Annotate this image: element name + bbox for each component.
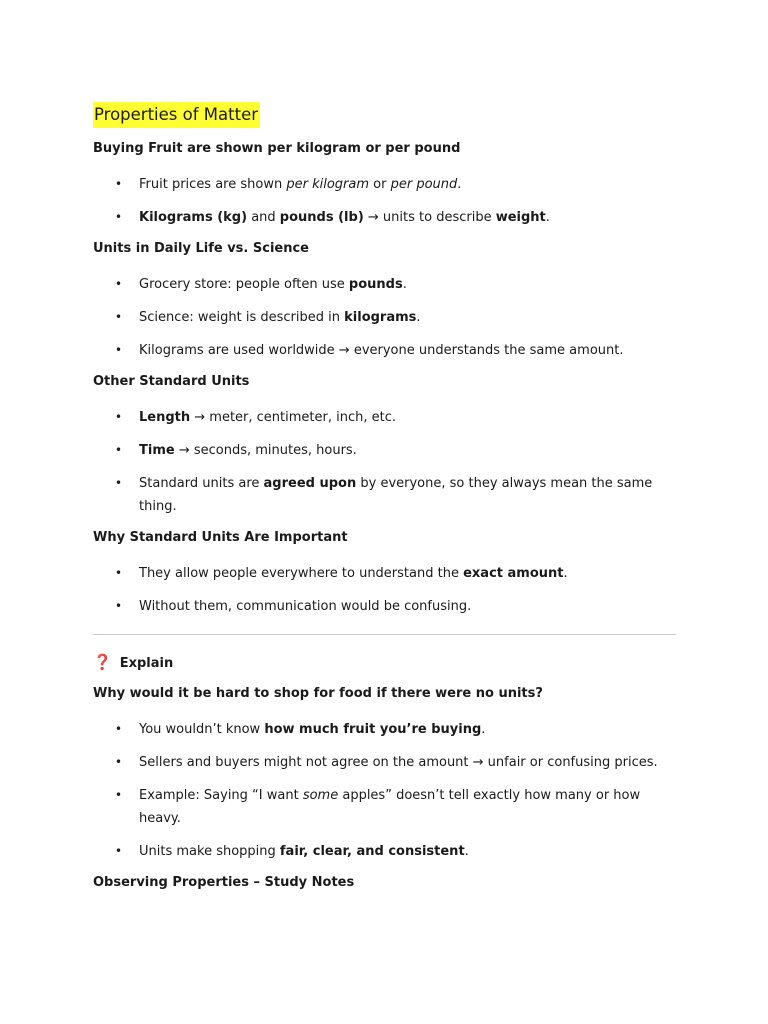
text-span: or (369, 177, 391, 192)
explain-question: Why would it be hard to shop for food if there were no units? (93, 686, 543, 701)
list-item (93, 595, 676, 618)
text-span: Grocery store: people often use (139, 277, 349, 292)
bold-text: fair, clear, and consistent (279, 844, 465, 859)
text-span: Science: weight is described in (139, 310, 345, 325)
bold-text: kilograms (344, 310, 417, 325)
text-span: . (563, 566, 568, 581)
bold-text: agreed upon (263, 476, 357, 491)
list-item (93, 306, 676, 329)
bullet-list (93, 406, 676, 518)
text-span: → seconds, minutes, hours. (174, 443, 357, 458)
text-span: apples” doesn’t tell exactly how many or how heavy. (139, 788, 641, 826)
section-heading: Buying Fruit are shown per kilogram or per pound (93, 141, 461, 156)
bullet-list (93, 173, 676, 229)
text-span: Standard units are (139, 476, 264, 491)
list-item (93, 562, 676, 585)
list-item (93, 273, 676, 296)
text-span: Fruit prices are shown (139, 177, 287, 192)
text-span: Kilograms are used worldwide → everyone understands the same amount. (139, 343, 624, 358)
bold-text: Length (139, 410, 191, 425)
bold-text: pounds (348, 277, 403, 292)
list-item (93, 339, 676, 362)
explain-heading (93, 653, 676, 671)
italic-text: per kilogram (286, 177, 370, 192)
bullet-list (93, 273, 676, 362)
question-mark-icon: ❓ (93, 653, 112, 671)
bold-text: Time (139, 443, 175, 458)
list-item (93, 406, 676, 429)
text-span: Without them, communication would be confusing. (139, 599, 472, 614)
text-span: Sellers and buyers might not agree on the amount → unfair or confusing prices. (139, 755, 658, 770)
text-span: . (545, 210, 550, 225)
explain-label: Explain (119, 656, 174, 671)
text-span: → units to describe (363, 210, 496, 225)
list-item (93, 784, 676, 830)
list-item (93, 472, 676, 518)
text-span: . (457, 177, 462, 192)
bold-text: how much fruit you’re buying (264, 722, 482, 737)
text-span: Units make shopping (139, 844, 280, 859)
final-heading: Observing Properties – Study Notes (93, 875, 355, 890)
sections (93, 140, 676, 618)
text-span: You wouldn’t know (139, 722, 265, 737)
text-span: . (481, 722, 486, 737)
document-page (93, 102, 676, 892)
text-span: → meter, centimeter, inch, etc. (190, 410, 397, 425)
text-span: by everyone, so they always mean the same thing. (139, 476, 653, 514)
bold-text: weight (495, 210, 546, 225)
italic-text: per pound (390, 177, 458, 192)
list-item (93, 439, 676, 462)
text-span: Example: Saying “I want (139, 788, 303, 803)
section-heading: Units in Daily Life vs. Science (93, 241, 309, 256)
bold-text: pounds (lb) (279, 210, 364, 225)
text-span: and (247, 210, 280, 225)
section-heading: Why Standard Units Are Important (93, 530, 348, 545)
list-item (93, 173, 676, 196)
bold-text: Kilograms (kg) (139, 210, 248, 225)
bold-text: exact amount (463, 566, 564, 581)
text-span: . (464, 844, 469, 859)
text-span: . (416, 310, 421, 325)
list-item (93, 206, 676, 229)
list-item (93, 840, 676, 863)
explain-list (93, 718, 676, 863)
list-item (93, 751, 676, 774)
section-heading: Other Standard Units (93, 374, 250, 389)
list-item (93, 718, 676, 741)
italic-text: some (302, 788, 339, 803)
bullet-list (93, 562, 676, 618)
page-title: Properties of Matter (93, 102, 260, 128)
text-span: They allow people everywhere to understand the (139, 566, 464, 581)
text-span: . (402, 277, 407, 292)
